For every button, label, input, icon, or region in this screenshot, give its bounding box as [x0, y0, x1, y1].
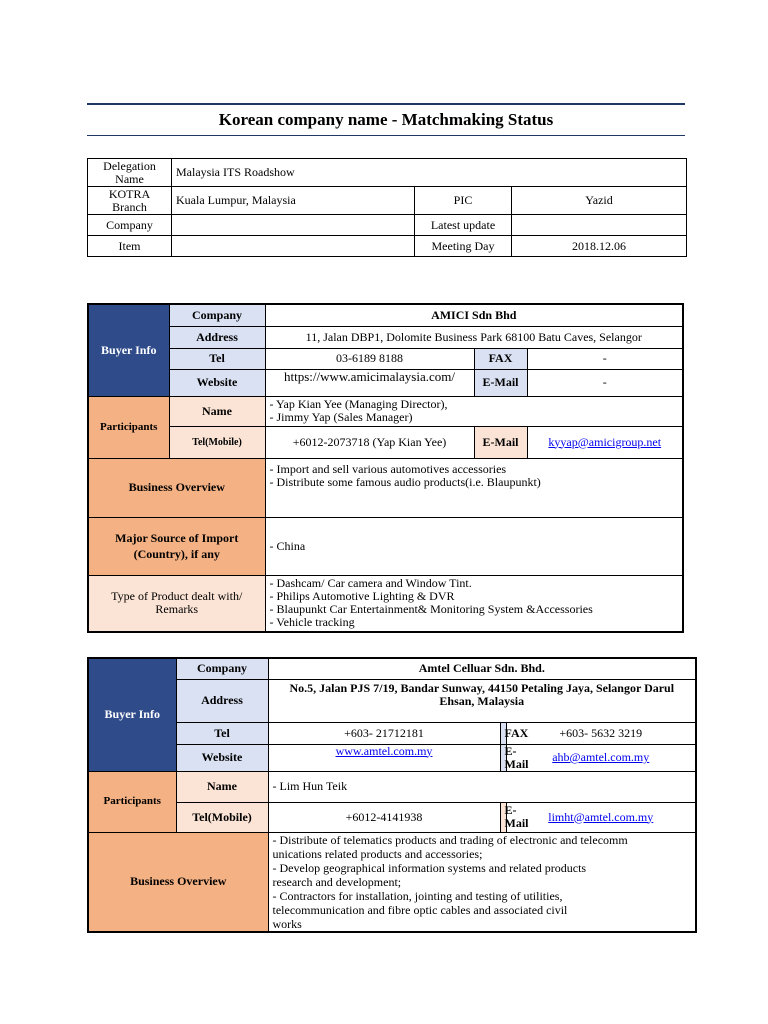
buyer-table-1 — [87, 303, 684, 633]
buyer-info-label: Buyer Info — [88, 658, 176, 771]
product-type-value: - Dashcam/ Car camera and Window Tint. - Philips Automotive Lighting & DVR - Blaupunkt Car Entertainment& Monitoring System &Accessories - Vehicle tracking — [265, 575, 683, 632]
participant-email-link[interactable]: kyyap@amicigroup.net — [527, 426, 683, 458]
participant-email-label: E-Mail — [474, 426, 527, 458]
address-value: 11, Jalan DBP1, Dolomite Business Park 68100 Batu Caves, Selangor — [265, 326, 683, 348]
meeting-day-value: 2018.12.06 — [512, 236, 687, 257]
delegation-table — [87, 158, 687, 257]
product-type-label: Type of Product dealt with/ Remarks — [88, 575, 265, 632]
company-name: Amtel Celluar Sdn. Bhd. — [268, 658, 696, 679]
item-label: Item — [88, 236, 172, 257]
email-label: E-Mail — [474, 369, 527, 396]
buyer-table-2 — [87, 657, 697, 933]
website-label: Website — [169, 369, 265, 396]
kotra-label: KOTRA Branch — [88, 187, 172, 215]
page-title: Korean company name - Matchmaking Status — [218, 110, 554, 129]
company-label: Company — [88, 215, 172, 236]
address-value: No.5, Jalan PJS 7/19, Bandar Sunway, 44150 Petaling Jaya, Selangor Darul Ehsan, Malaysia — [268, 679, 696, 722]
participants-label: Participants — [88, 396, 169, 458]
item-value — [172, 236, 415, 257]
title-rule-bottom — [87, 135, 685, 136]
name-label: Name — [176, 771, 268, 802]
fax-value: +603- 5632 3219 — [506, 722, 696, 744]
latest-update-value — [512, 215, 687, 236]
email-value: - — [527, 369, 683, 396]
participant-names: - Yap Kian Yee (Managing Director), - Jimmy Yap (Sales Manager) — [265, 396, 683, 426]
fax-label: FAX — [474, 348, 527, 369]
name-label: Name — [169, 396, 265, 426]
tel-label: Tel — [176, 722, 268, 744]
meeting-day-label: Meeting Day — [415, 236, 512, 257]
participant-email-link[interactable]: limht@amtel.com.my — [506, 802, 696, 832]
address-label: Address — [176, 679, 268, 722]
business-overview-text: - Distribute of telematics products and trading of electronic and telecomm unications related products and accessories; - Develop geographical information systems and related products research and development; - Contractors for installation, jointing and testing of utilities, telecommunication and fibre optic cables and associated civil works — [268, 832, 696, 932]
company-label: Company — [169, 304, 265, 326]
telmobile-value: +6012-2073718 (Yap Kian Yee) — [265, 426, 474, 458]
major-import-value: - China — [265, 517, 683, 575]
pic-value: Yazid — [512, 187, 687, 215]
telmobile-label: Tel(Mobile) — [176, 802, 268, 832]
participant-names: - Lim Hun Teik — [268, 771, 696, 802]
telmobile-value: +6012-4141938 — [268, 802, 500, 832]
website-value[interactable]: https://www.amicimalaysia.com/ — [265, 369, 474, 396]
company-label: Company — [176, 658, 268, 679]
delegation-value: Malaysia ITS Roadshow — [172, 159, 687, 187]
address-label: Address — [169, 326, 265, 348]
fax-value: - — [527, 348, 683, 369]
tel-value: 03-6189 8188 — [265, 348, 474, 369]
email-link[interactable]: ahb@amtel.com.my — [506, 744, 696, 771]
company-name: AMICI Sdn Bhd — [265, 304, 683, 326]
participants-label: Participants — [88, 771, 176, 832]
telmobile-label: Tel(Mobile) — [169, 426, 265, 458]
business-overview-label: Business Overview — [88, 832, 268, 932]
title-rule-top — [87, 103, 685, 105]
kotra-value: Kuala Lumpur, Malaysia — [172, 187, 415, 215]
website-label: Website — [176, 744, 268, 771]
business-overview-label: Business Overview — [88, 458, 265, 517]
company-value — [172, 215, 415, 236]
delegation-label: Delegation Name — [88, 159, 172, 187]
email-label: E-Mail — [500, 744, 506, 771]
tel-value: +603- 21712181 — [268, 722, 500, 744]
tel-label: Tel — [169, 348, 265, 369]
participant-email-label: E-Mail — [500, 802, 506, 832]
latest-update-label: Latest update — [415, 215, 512, 236]
pic-label: PIC — [415, 187, 512, 215]
buyer-info-label: Buyer Info — [88, 304, 169, 396]
major-import-label: Major Source of Import (Country), if any — [88, 517, 265, 575]
fax-label: FAX — [500, 722, 506, 744]
business-overview-text: - Import and sell various automotives accessories - Distribute some famous audio products(i.e. Blaupunkt) — [265, 458, 683, 517]
website-link[interactable]: www.amtel.com.my — [268, 744, 500, 771]
